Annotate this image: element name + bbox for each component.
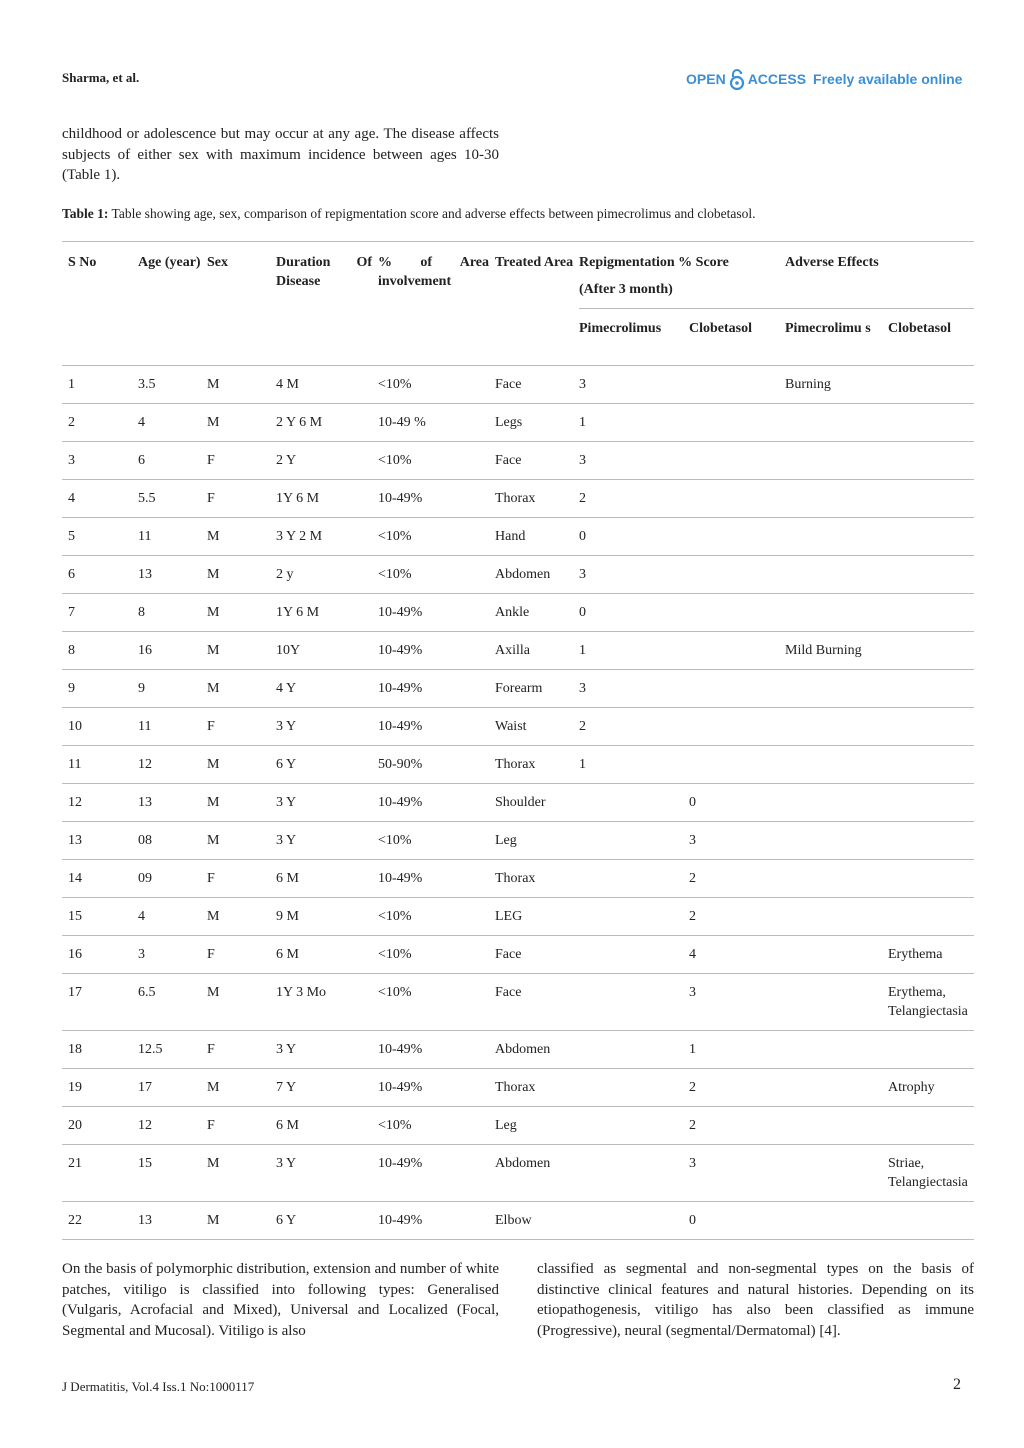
cell-clobetasol-score: 2	[689, 1107, 785, 1145]
table-row	[62, 670, 974, 708]
header-repig-title: Repigmentation % Score	[579, 255, 729, 270]
cell-age: 15	[138, 1145, 207, 1202]
cell-duration: 2 Y	[276, 442, 378, 480]
table-row	[62, 404, 974, 442]
cell-pimecrolimus-score	[579, 974, 689, 1031]
table-row	[62, 1069, 974, 1107]
cell-area: <10%	[378, 822, 495, 860]
header-adverse: Adverse Effects	[785, 242, 974, 309]
header-sno: S No	[62, 242, 138, 366]
cell-treated: LEG	[495, 898, 579, 936]
cell-age: 6	[138, 442, 207, 480]
page-number: 2	[953, 1376, 961, 1393]
cell-sno: 10	[62, 708, 138, 746]
cell-sex: M	[207, 746, 276, 784]
cell-clobetasol-score: 0	[689, 784, 785, 822]
cell-sno: 18	[62, 1031, 138, 1069]
cell-treated: Leg	[495, 1107, 579, 1145]
cell-age: 12	[138, 1107, 207, 1145]
cell-pimecrolimus-adverse	[785, 594, 888, 632]
cell-pimecrolimus-score	[579, 860, 689, 898]
cell-pimecrolimus-adverse: Mild Burning	[785, 632, 888, 670]
cell-age: 6.5	[138, 974, 207, 1031]
cell-treated: Waist	[495, 708, 579, 746]
cell-area: 50-90%	[378, 746, 495, 784]
cell-duration: 3 Y	[276, 708, 378, 746]
table-row	[62, 1107, 974, 1145]
cell-sno: 1	[62, 366, 138, 404]
table-row	[62, 974, 974, 1031]
body-paragraph-left: On the basis of polymorphic distribution, extension and number of white patches, vitiligo is classified into following types: Generalised (Vulgaris, Acrofacial and Mixed), Universal and Localized (Focal, Segmental and Mucosal). Vitiligo is also	[62, 1261, 500, 1340]
cell-age: 16	[138, 632, 207, 670]
oa-tagline: Freely available online	[813, 71, 963, 87]
cell-clobetasol-score	[689, 404, 785, 442]
cell-sex: M	[207, 898, 276, 936]
cell-treated: Abdomen	[495, 1031, 579, 1069]
cell-pimecrolimus-adverse	[785, 1107, 888, 1145]
cell-clobetasol-score	[689, 708, 785, 746]
cell-age: 12.5	[138, 1031, 207, 1069]
cell-sno: 6	[62, 556, 138, 594]
cell-pimecrolimus-adverse	[785, 822, 888, 860]
cell-sex: M	[207, 404, 276, 442]
cell-clobetasol-adverse	[888, 784, 974, 822]
cell-treated: Hand	[495, 518, 579, 556]
cell-area: <10%	[378, 936, 495, 974]
cell-clobetasol-score: 3	[689, 1145, 785, 1202]
cell-clobetasol-score: 0	[689, 1202, 785, 1240]
cell-clobetasol-score	[689, 556, 785, 594]
cell-sno: 7	[62, 594, 138, 632]
cell-clobetasol-adverse: Striae, Telangiectasia	[888, 1145, 974, 1202]
cell-clobetasol-adverse	[888, 632, 974, 670]
cell-pimecrolimus-score: 2	[579, 480, 689, 518]
cell-treated: Ankle	[495, 594, 579, 632]
cell-age: 4	[138, 404, 207, 442]
cell-age: 8	[138, 594, 207, 632]
cell-pimecrolimus-score: 3	[579, 670, 689, 708]
open-lock-icon	[729, 68, 745, 90]
table-row	[62, 1031, 974, 1069]
cell-clobetasol-adverse	[888, 708, 974, 746]
oa-access-text: ACCESS	[747, 71, 807, 87]
cell-clobetasol-adverse: Erythema	[888, 936, 974, 974]
cell-clobetasol-score: 3	[689, 974, 785, 1031]
cell-duration: 3 Y	[276, 784, 378, 822]
cell-area: 10-49%	[378, 480, 495, 518]
cell-area: <10%	[378, 442, 495, 480]
cell-sex: M	[207, 594, 276, 632]
cell-age: 5.5	[138, 480, 207, 518]
cell-pimecrolimus-score	[579, 1145, 689, 1202]
cell-duration: 10Y	[276, 632, 378, 670]
cell-pimecrolimus-adverse	[785, 974, 888, 1031]
cell-pimecrolimus-score	[579, 1031, 689, 1069]
cell-area: <10%	[378, 898, 495, 936]
cell-treated: Thorax	[495, 1069, 579, 1107]
cell-clobetasol-adverse	[888, 670, 974, 708]
cell-clobetasol-adverse	[888, 556, 974, 594]
cell-area: 10-49%	[378, 1145, 495, 1202]
cell-clobetasol-adverse	[888, 518, 974, 556]
cell-pimecrolimus-adverse	[785, 746, 888, 784]
cell-clobetasol-score	[689, 594, 785, 632]
cell-sex: M	[207, 1202, 276, 1240]
header-clobetasol-adverse: Clobetasol	[888, 309, 974, 366]
cell-clobetasol-adverse: Atrophy	[888, 1069, 974, 1107]
cell-sno: 14	[62, 860, 138, 898]
cell-pimecrolimus-adverse	[785, 1069, 888, 1107]
cell-clobetasol-adverse	[888, 404, 974, 442]
cell-sno: 15	[62, 898, 138, 936]
cell-clobetasol-adverse	[888, 442, 974, 480]
cell-age: 11	[138, 708, 207, 746]
cell-sno: 3	[62, 442, 138, 480]
cell-clobetasol-adverse	[888, 822, 974, 860]
table-row	[62, 822, 974, 860]
cell-area: 10-49 %	[378, 404, 495, 442]
header-duration: Duration Of Disease	[276, 242, 378, 366]
cell-sex: F	[207, 480, 276, 518]
cell-sex: F	[207, 860, 276, 898]
cell-clobetasol-adverse	[888, 1031, 974, 1069]
cell-clobetasol-adverse	[888, 860, 974, 898]
cell-age: 08	[138, 822, 207, 860]
cell-age: 13	[138, 556, 207, 594]
cell-treated: Thorax	[495, 480, 579, 518]
cell-pimecrolimus-adverse	[785, 1145, 888, 1202]
cell-pimecrolimus-adverse	[785, 708, 888, 746]
table-row	[62, 898, 974, 936]
header-sex: Sex	[207, 242, 276, 366]
cell-pimecrolimus-score	[579, 1107, 689, 1145]
cell-sex: F	[207, 442, 276, 480]
cell-pimecrolimus-adverse	[785, 404, 888, 442]
cell-sex: M	[207, 632, 276, 670]
cell-pimecrolimus-adverse	[785, 1202, 888, 1240]
cell-sex: M	[207, 1069, 276, 1107]
cell-area: 10-49%	[378, 1069, 495, 1107]
cell-age: 12	[138, 746, 207, 784]
table-row	[62, 442, 974, 480]
cell-duration: 1Y 6 M	[276, 480, 378, 518]
cell-pimecrolimus-score	[579, 1069, 689, 1107]
cell-treated: Axilla	[495, 632, 579, 670]
cell-sno: 20	[62, 1107, 138, 1145]
cell-clobetasol-score: 2	[689, 860, 785, 898]
cell-sex: M	[207, 974, 276, 1031]
cell-age: 09	[138, 860, 207, 898]
cell-pimecrolimus-adverse	[785, 784, 888, 822]
cell-pimecrolimus-adverse	[785, 898, 888, 936]
table-row	[62, 480, 974, 518]
header-pimecrolimus-adverse: Pimecrolimu s	[785, 309, 888, 366]
cell-sex: M	[207, 784, 276, 822]
header-treated: Treated Area	[495, 242, 579, 366]
cell-treated: Shoulder	[495, 784, 579, 822]
cell-sex: M	[207, 1145, 276, 1202]
cell-area: 10-49%	[378, 594, 495, 632]
cell-pimecrolimus-score: 3	[579, 442, 689, 480]
cell-sno: 5	[62, 518, 138, 556]
cell-duration: 4 M	[276, 366, 378, 404]
cell-treated: Face	[495, 366, 579, 404]
cell-treated: Face	[495, 936, 579, 974]
cell-sex: M	[207, 518, 276, 556]
cell-sno: 2	[62, 404, 138, 442]
cell-duration: 6 Y	[276, 1202, 378, 1240]
cell-clobetasol-score	[689, 366, 785, 404]
cell-age: 4	[138, 898, 207, 936]
cell-sno: 11	[62, 746, 138, 784]
cell-sno: 17	[62, 974, 138, 1031]
cell-sno: 8	[62, 632, 138, 670]
cell-treated: Face	[495, 974, 579, 1031]
header-age: Age (year)	[138, 242, 207, 366]
cell-sex: M	[207, 556, 276, 594]
cell-age: 9	[138, 670, 207, 708]
cell-age: 13	[138, 1202, 207, 1240]
table-row	[62, 366, 974, 404]
intro-paragraph: childhood or adolescence but may occur at any age. The disease affects subjects of either sex with maximum incidence between ages 10-30 (Table 1).	[62, 126, 499, 184]
cell-pimecrolimus-score	[579, 822, 689, 860]
cell-sno: 12	[62, 784, 138, 822]
cell-area: <10%	[378, 556, 495, 594]
cell-area: 10-49%	[378, 670, 495, 708]
cell-sex: M	[207, 366, 276, 404]
cell-sno: 4	[62, 480, 138, 518]
cell-sno: 19	[62, 1069, 138, 1107]
cell-clobetasol-score: 4	[689, 936, 785, 974]
cell-treated: Face	[495, 442, 579, 480]
cell-duration: 6 M	[276, 1107, 378, 1145]
cell-clobetasol-adverse	[888, 594, 974, 632]
cell-duration: 9 M	[276, 898, 378, 936]
caption-label: Table 1:	[62, 206, 109, 221]
cell-pimecrolimus-adverse	[785, 480, 888, 518]
cell-duration: 1Y 6 M	[276, 594, 378, 632]
cell-age: 3	[138, 936, 207, 974]
cell-clobetasol-score	[689, 670, 785, 708]
table-row	[62, 860, 974, 898]
cell-duration: 3 Y	[276, 1145, 378, 1202]
cell-clobetasol-score	[689, 518, 785, 556]
cell-treated: Legs	[495, 404, 579, 442]
cell-pimecrolimus-adverse	[785, 556, 888, 594]
cell-pimecrolimus-adverse	[785, 860, 888, 898]
table-caption	[62, 206, 982, 222]
cell-clobetasol-adverse: Erythema, Telangiectasia	[888, 974, 974, 1031]
cell-treated: Forearm	[495, 670, 579, 708]
table-row	[62, 556, 974, 594]
cell-duration: 1Y 3 Mo	[276, 974, 378, 1031]
cell-duration: 6 Y	[276, 746, 378, 784]
table-header-row	[62, 242, 974, 309]
cell-clobetasol-score	[689, 480, 785, 518]
cell-sno: 22	[62, 1202, 138, 1240]
cell-clobetasol-adverse	[888, 898, 974, 936]
cell-sex: M	[207, 822, 276, 860]
cell-pimecrolimus-score: 2	[579, 708, 689, 746]
cell-area: <10%	[378, 974, 495, 1031]
table-row	[62, 518, 974, 556]
header-area: % of Area involvement	[378, 242, 495, 366]
cell-duration: 2 y	[276, 556, 378, 594]
cell-duration: 4 Y	[276, 670, 378, 708]
cell-clobetasol-adverse	[888, 480, 974, 518]
cell-treated: Thorax	[495, 860, 579, 898]
cell-pimecrolimus-adverse	[785, 518, 888, 556]
cell-sex: F	[207, 708, 276, 746]
cell-pimecrolimus-score: 3	[579, 366, 689, 404]
cell-pimecrolimus-score	[579, 1202, 689, 1240]
cell-clobetasol-adverse	[888, 1107, 974, 1145]
cell-pimecrolimus-score: 0	[579, 518, 689, 556]
cell-duration: 7 Y	[276, 1069, 378, 1107]
cell-pimecrolimus-adverse	[785, 442, 888, 480]
oa-open-text: OPEN	[686, 71, 726, 87]
body-paragraph-right: classified as segmental and non-segmental types on the basis of distinctive clinical features and natural histories. Depending on its etiopathogenesis, vitiligo has also been classified as immune (Progressive), neural (segmental/Dermatomal) [4].	[537, 1261, 974, 1340]
cell-clobetasol-score	[689, 746, 785, 784]
cell-sno: 16	[62, 936, 138, 974]
results-table	[62, 241, 974, 1240]
header-pimecrolimus-score: Pimecrolimus	[579, 309, 689, 366]
cell-clobetasol-score	[689, 442, 785, 480]
cell-clobetasol-score: 2	[689, 898, 785, 936]
cell-area: <10%	[378, 366, 495, 404]
cell-sno: 9	[62, 670, 138, 708]
author-header: Sharma, et al.	[62, 70, 140, 85]
header-clobetasol-score: Clobetasol	[689, 309, 785, 366]
cell-sex: F	[207, 1031, 276, 1069]
cell-sex: F	[207, 936, 276, 974]
cell-pimecrolimus-score: 1	[579, 404, 689, 442]
cell-area: 10-49%	[378, 860, 495, 898]
cell-duration: 3 Y 2 M	[276, 518, 378, 556]
cell-area: 10-49%	[378, 632, 495, 670]
cell-treated: Abdomen	[495, 1145, 579, 1202]
cell-pimecrolimus-score	[579, 898, 689, 936]
cell-area: 10-49%	[378, 708, 495, 746]
table-row	[62, 708, 974, 746]
caption-text: Table showing age, sex, comparison of repigmentation score and adverse effects between pimecrolimus and clobetasol.	[108, 206, 756, 221]
open-access-badge[interactable]	[686, 68, 962, 90]
cell-area: 10-49%	[378, 1202, 495, 1240]
cell-pimecrolimus-score	[579, 784, 689, 822]
cell-duration: 3 Y	[276, 822, 378, 860]
cell-sno: 21	[62, 1145, 138, 1202]
cell-duration: 3 Y	[276, 1031, 378, 1069]
cell-area: 10-49%	[378, 1031, 495, 1069]
table-row	[62, 594, 974, 632]
table-row	[62, 746, 974, 784]
cell-pimecrolimus-score: 1	[579, 746, 689, 784]
cell-treated: Elbow	[495, 1202, 579, 1240]
cell-clobetasol-adverse	[888, 746, 974, 784]
cell-pimecrolimus-adverse	[785, 670, 888, 708]
cell-treated: Leg	[495, 822, 579, 860]
table-row	[62, 1145, 974, 1202]
cell-age: 11	[138, 518, 207, 556]
cell-duration: 6 M	[276, 936, 378, 974]
cell-clobetasol-score: 3	[689, 822, 785, 860]
cell-area: 10-49%	[378, 784, 495, 822]
cell-treated: Thorax	[495, 746, 579, 784]
cell-clobetasol-score	[689, 632, 785, 670]
cell-age: 17	[138, 1069, 207, 1107]
cell-pimecrolimus-adverse	[785, 1031, 888, 1069]
cell-area: <10%	[378, 1107, 495, 1145]
table-row	[62, 936, 974, 974]
cell-clobetasol-score: 2	[689, 1069, 785, 1107]
footer-journal: J Dermatitis, Vol.4 Iss.1 No:1000117	[62, 1379, 255, 1394]
cell-duration: 6 M	[276, 860, 378, 898]
cell-clobetasol-adverse	[888, 366, 974, 404]
header-repigmentation	[579, 242, 785, 309]
table-row	[62, 632, 974, 670]
cell-age: 13	[138, 784, 207, 822]
cell-age: 3.5	[138, 366, 207, 404]
cell-pimecrolimus-score: 3	[579, 556, 689, 594]
cell-clobetasol-score: 1	[689, 1031, 785, 1069]
cell-area: <10%	[378, 518, 495, 556]
cell-pimecrolimus-score: 1	[579, 632, 689, 670]
cell-treated: Abdomen	[495, 556, 579, 594]
cell-pimecrolimus-score	[579, 936, 689, 974]
cell-pimecrolimus-adverse: Burning	[785, 366, 888, 404]
cell-sex: F	[207, 1107, 276, 1145]
table-row	[62, 784, 974, 822]
cell-duration: 2 Y 6 M	[276, 404, 378, 442]
table-row	[62, 1202, 974, 1240]
cell-clobetasol-adverse	[888, 1202, 974, 1240]
cell-sex: M	[207, 670, 276, 708]
cell-pimecrolimus-score: 0	[579, 594, 689, 632]
header-repig-sub: (After 3 month)	[579, 282, 673, 297]
cell-pimecrolimus-adverse	[785, 936, 888, 974]
cell-sno: 13	[62, 822, 138, 860]
